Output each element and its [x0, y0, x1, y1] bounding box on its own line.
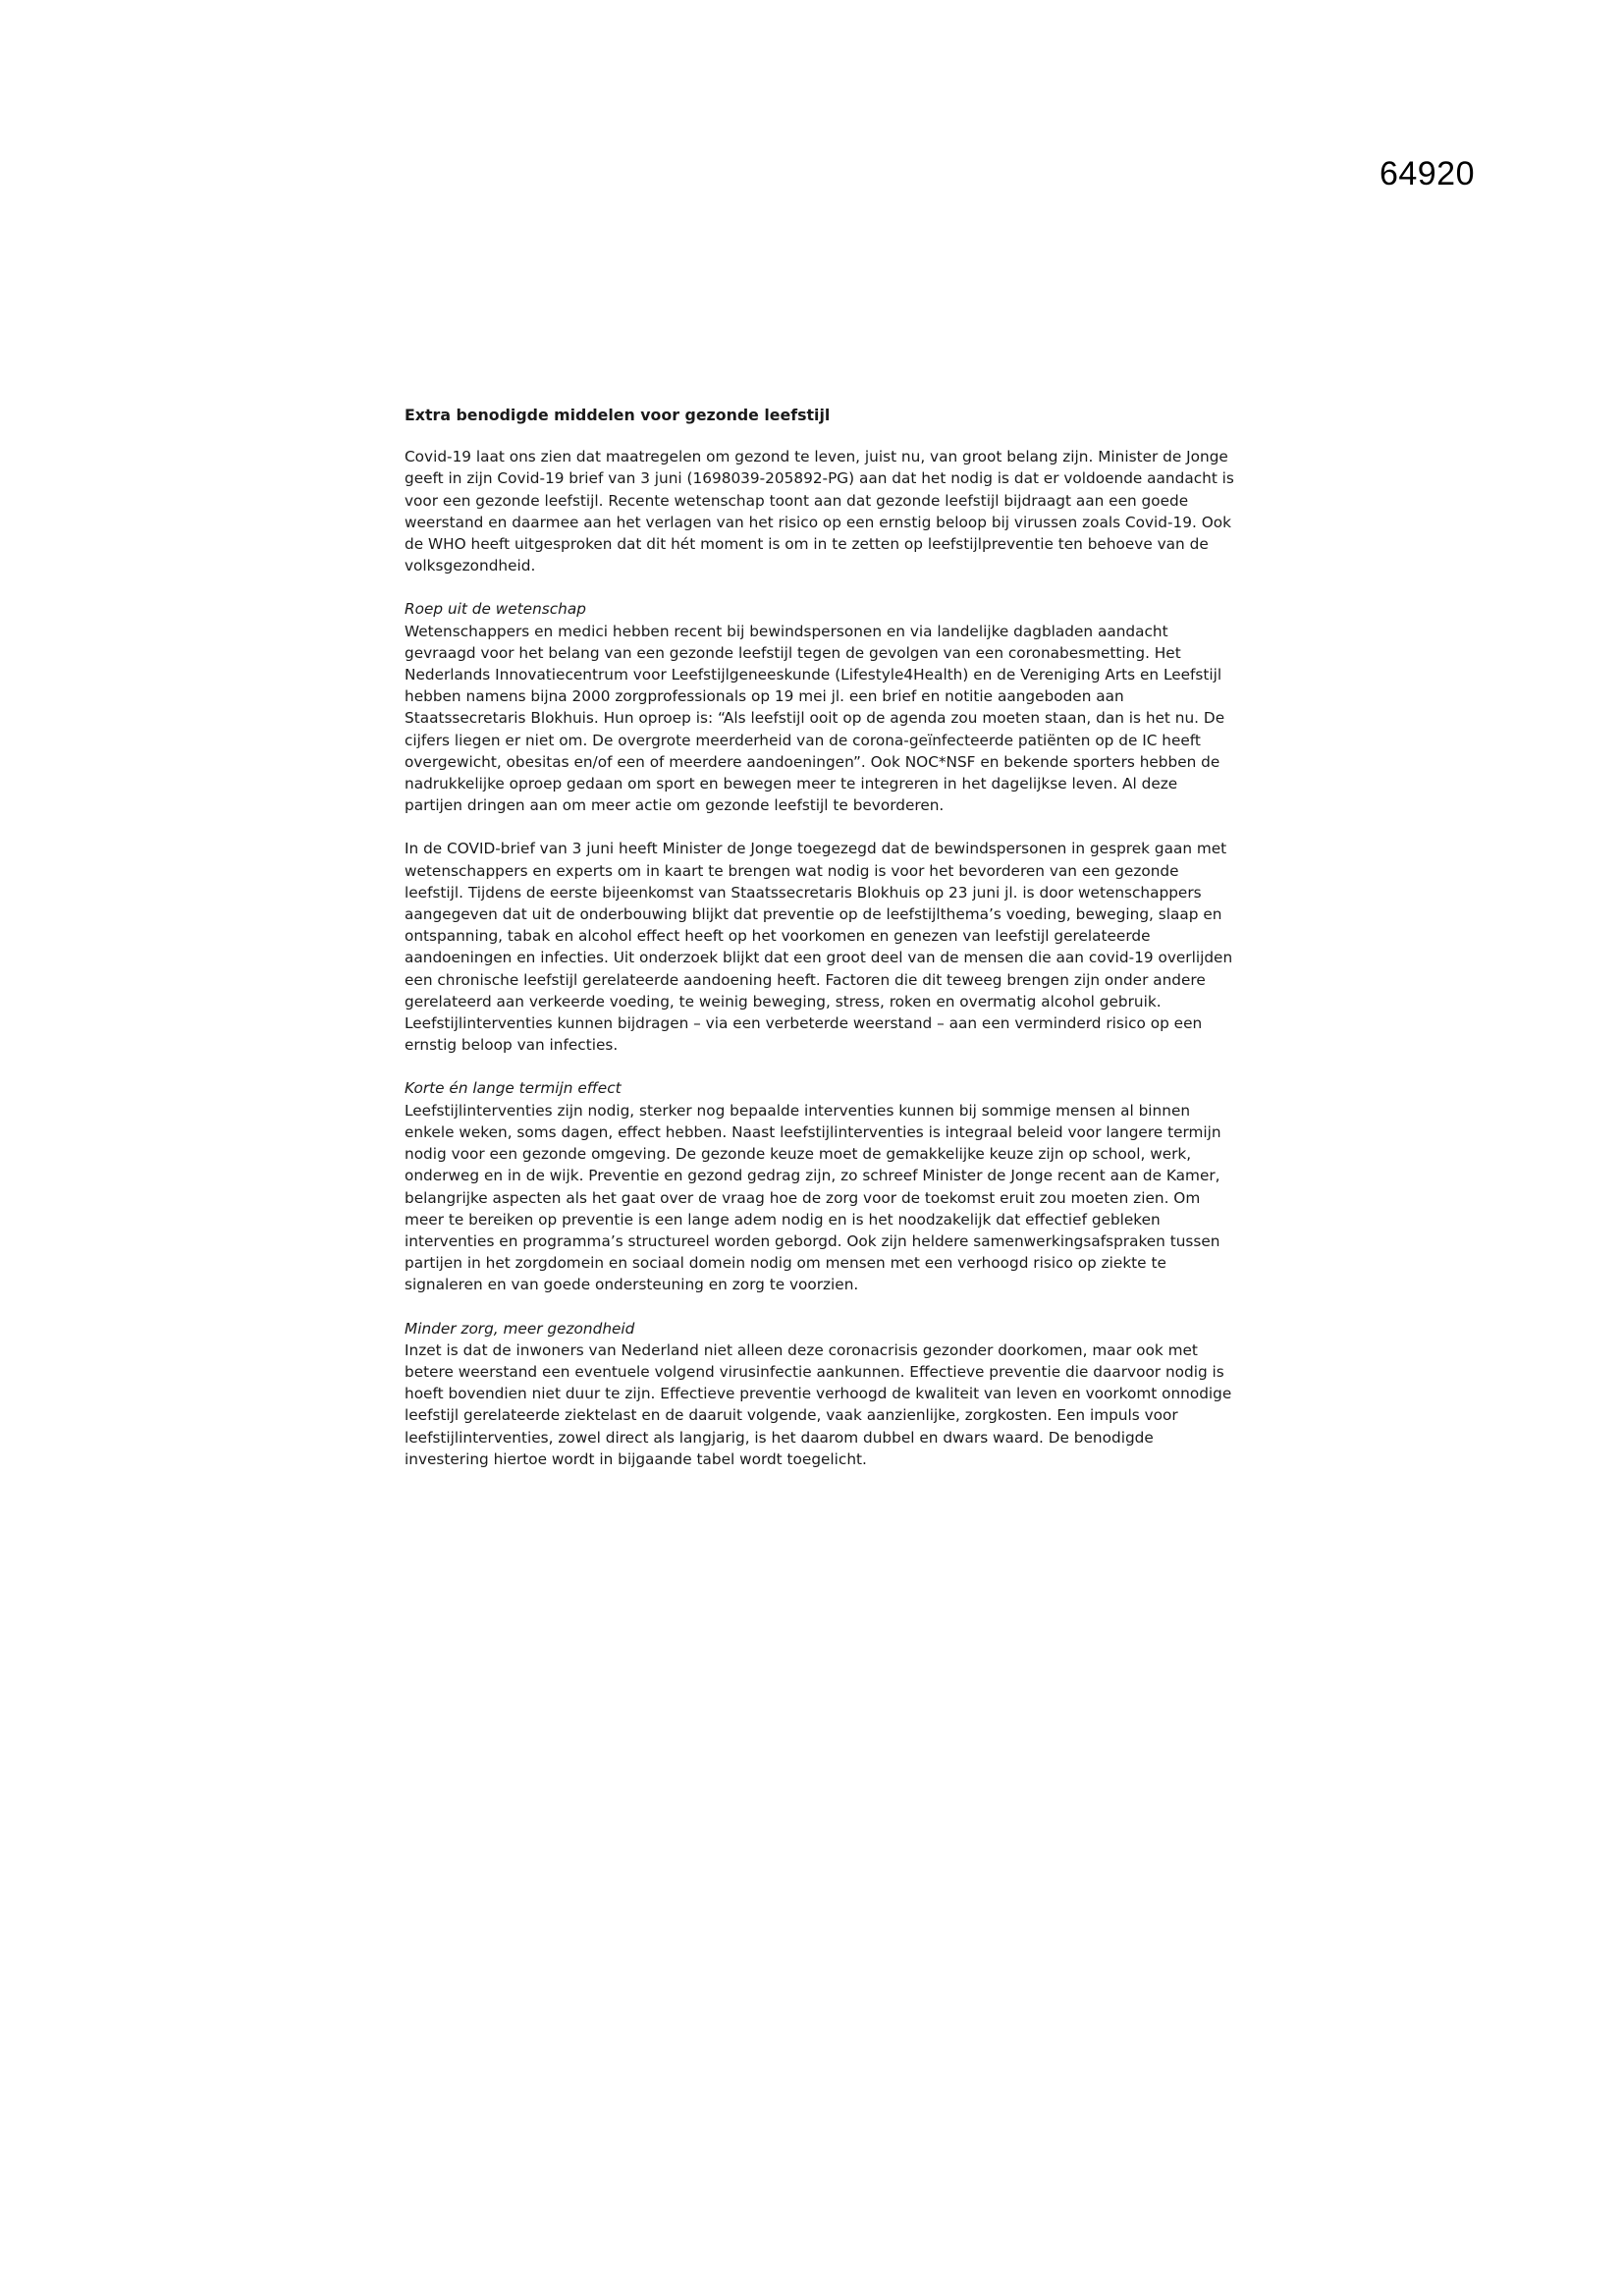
section-paragraph: Leefstijlinterventies zijn nodig, sterker nog bepaalde interventies kunnen bij sommige mensen al binnen enkele weken, soms dagen, effect hebben. Naast leefstijlinterventies is integraal beleid voor langere termijn nodig voor een gezonde omgeving. De gezonde keuze moet de gemakkelijke keuze zijn op school, werk, onderweg en in de wijk. Preventie en gezond gedrag zijn, zo schreef Minister de Jonge recent aan de Kamer, belangrijke aspecten als het gaat over de vraag hoe de zorg voor de toekomst eruit zou moeten zien. Om meer te bereiken op preventie is een lange adem nodig en is het noodzakelijk dat effectief gebleken interventies en programma’s structureel worden geborgd. Ook zijn heldere samenwerkingsafspraken tussen partijen in het zorgdomein en sociaal domein nodig om mensen met een verhoogd risico op ziekte te signaleren en van goede ondersteuning en zorg te voorzien. [405, 1101, 1221, 1294]
section-heading: Minder zorg, meer gezondheid [405, 1319, 635, 1338]
page-number: 64920 [1379, 155, 1475, 192]
section-minder-zorg-meer-gezondheid [405, 1318, 1239, 1470]
section-paragraph: Wetenschappers en medici hebben recent bij bewindspersonen en via landelijke dagbladen aandacht gevraagd voor het belang van een gezonde leefstijl tegen de gevolgen van een coronabesmetting. Het Nederlands Innovatiecentrum voor Leefstijlgeneeskunde (Lifestyle4Health) en de Vereniging Arts en Leefstijl hebben namens bijna 2000 zorgprofessionals op 19 mei jl. een brief en notitie aangeboden aan Staatssecretaris Blokhuis. Hun oproep is: “Als leefstijl ooit op de agenda zou moeten staan, dan is het nu. De cijfers liegen er niet om. De overgrote meerderheid van de corona-geïnfecteerde patiënten op de IC heeft overgewicht, obesitas en/of een of meerdere aandoeningen”. Ook NOC*NSF en bekende sporters hebben de nadrukkelijke oproep gedaan om sport en bewegen meer te integreren in het dagelijkse leven. Al deze partijen dringen aan om meer actie om gezonde leefstijl te bevorderen. [405, 622, 1225, 815]
section-heading: Korte én lange termijn effect [405, 1079, 622, 1098]
section-roep-uit-de-wetenschap [405, 598, 1239, 1056]
section-paragraph: Inzet is dat de inwoners van Nederland niet alleen deze coronacrisis gezonder doorkomen, maar ook met betere weerstand een eventuele volgend virusinfectie aankunnen. Effectieve preventie die daarvoor nodig is hoeft bovendien niet duur te zijn. Effectieve preventie verhoogd de kwaliteit van leven en voorkomt onnodige leefstijl gerelateerde ziektelast en de daaruit volgende, vaak aanzienlijke, zorgkosten. Een impuls voor leefstijlinterventies, zowel direct als langjarig, is het daarom dubbel en dwars waard. De benodigde investering hiertoe wordt in bijgaande tabel wordt toegelicht. [405, 1340, 1232, 1468]
document-title: Extra benodigde middelen voor gezonde leefstijl [405, 406, 831, 424]
section-heading: Roep uit de wetenschap [405, 600, 586, 619]
section-paragraph: In de COVID-brief van 3 juni heeft Minister de Jonge toegezegd dat de bewindspersonen in gesprek gaan met wetenschappers en experts om in kaart te brengen wat nodig is voor het bevorderen van een gezonde leefstijl. Tijdens de eerste bijeenkomst van Staatssecretaris Blokhuis op 23 juni jl. is door wetenschappers aangegeven dat uit de onderbouwing blijkt dat preventie op de leefstijlthema’s voeding, beweging, slaap en ontspanning, tabak en alcohol effect heeft op het voorkomen en genezen van leefstijl gerelateerde aandoeningen en infecties. Uit onderzoek blijkt dat een groot deel van de mensen die aan covid-19 overlijden een chronische leefstijl gerelateerde aandoening heeft. Factoren die dit teweeg brengen zijn onder andere gerelateerd aan verkeerde voeding, te weinig beweging, stress, roken en overmatig alcohol gebruik. Leefstijlinterventies kunnen bijdragen – via een verbeterde weerstand – aan een verminderd risico op een ernstig beloop van infecties. [405, 840, 1233, 1055]
document-body [405, 405, 1239, 1492]
section-korte-en-lange-termijn-effect [405, 1077, 1239, 1295]
intro-paragraph: Covid-19 laat ons zien dat maatregelen om gezond te leven, juist nu, van groot belang zijn. Minister de Jonge geeft in zijn Covid-19 brief van 3 juni (1698039-205892-PG) aan dat het nodig is dat er voldoende aandacht is voor een gezonde leefstijl. Recente wetenschap toont aan dat gezonde leefstijl bijdraagt aan een goede weerstand en daarmee aan het verlagen van het risico op een ernstig beloop bij virussen zoals Covid-19. Ook de WHO heeft uitgesproken dat dit hét moment is om in te zetten op leefstijlpreventie ten behoeve van de volksgezondheid. [405, 448, 1234, 575]
